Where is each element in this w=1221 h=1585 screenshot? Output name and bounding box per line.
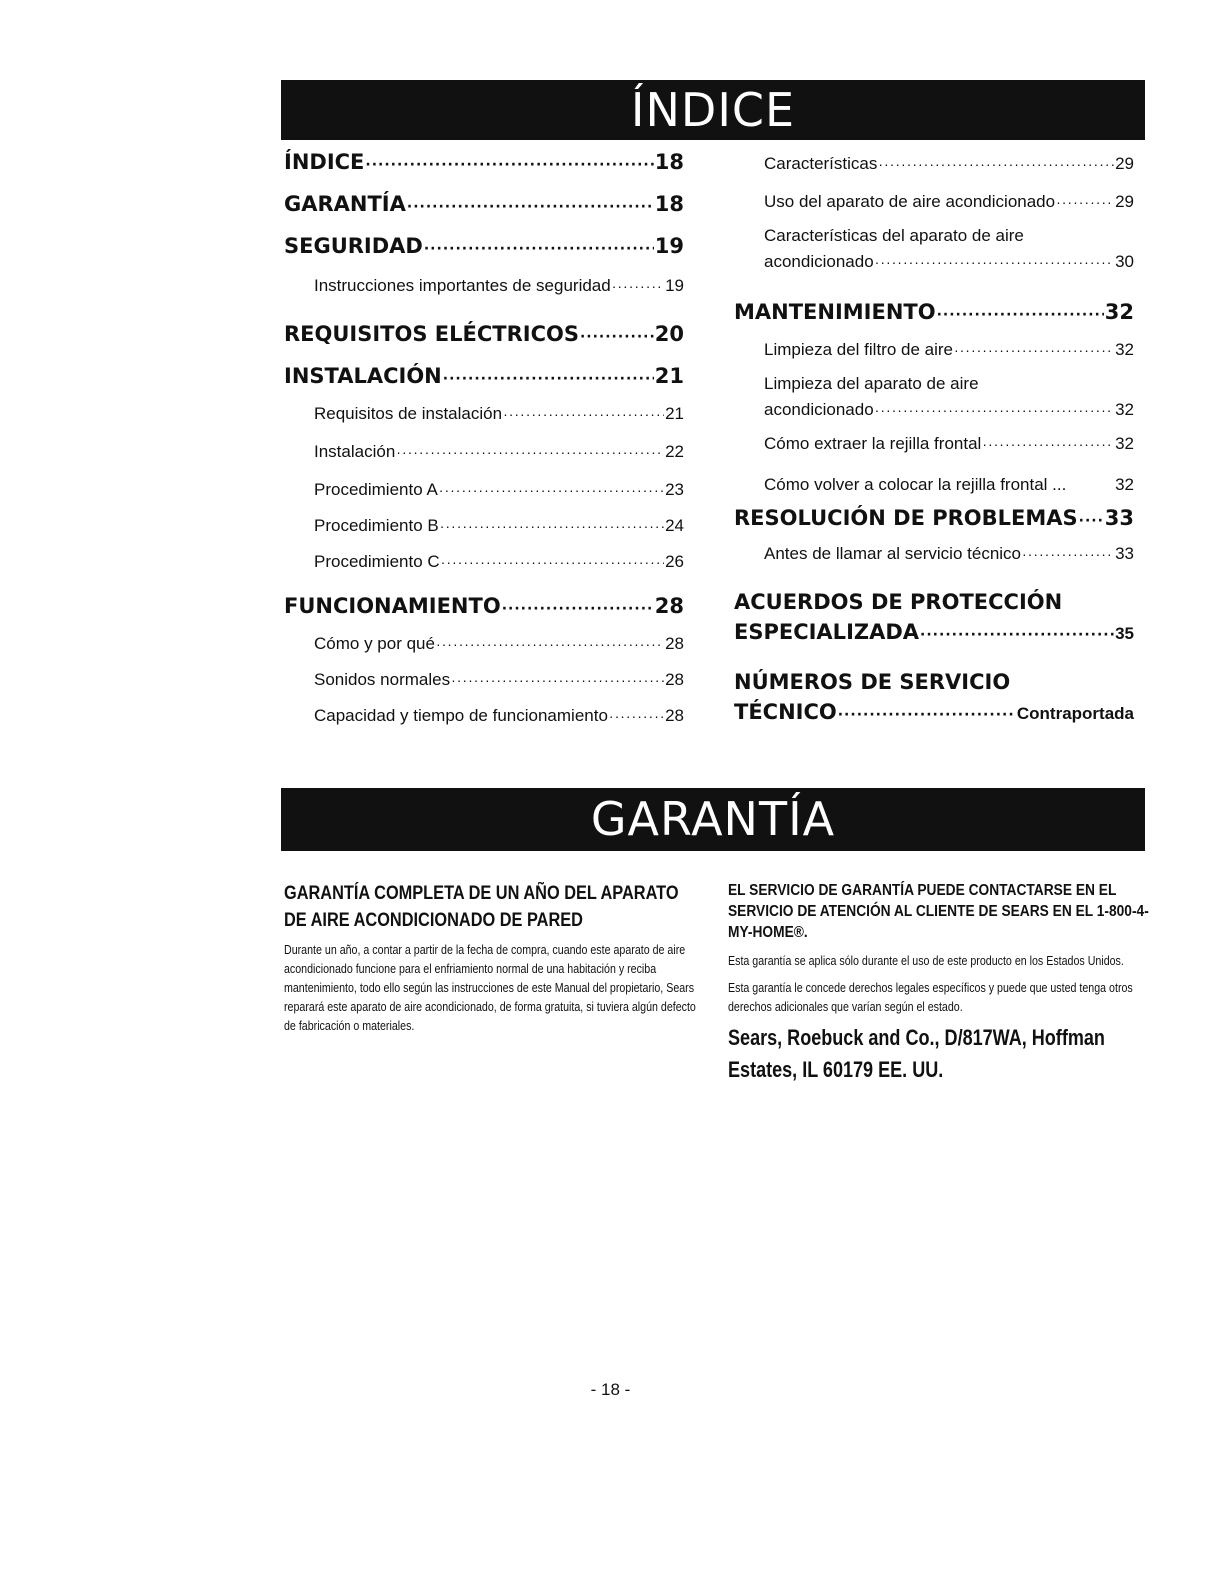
- toc-label: ÍNDICE: [284, 150, 365, 174]
- toc-page: 32: [1115, 434, 1134, 453]
- index-banner: [281, 80, 1145, 140]
- toc-label: Cómo y por qué: [314, 634, 435, 653]
- page-number: - 18 -: [590, 1380, 631, 1399]
- toc-label: ESPECIALIZADA: [734, 620, 920, 644]
- warranty-service-heading: EL SERVICIO DE GARANTÍA PUEDE CONTACTARSE EN EL SERVICIO DE ATENCIÓN AL CLIENTE DE SEARS EN EL 1-800-4-MY-HOME®.: [728, 882, 1149, 941]
- toc-label: Cómo extraer la rejilla frontal: [764, 434, 982, 453]
- toc-label: INSTALACIÓN: [284, 364, 442, 388]
- toc-entry-proc-c[interactable]: [314, 552, 684, 572]
- toc-label: Procedimiento A: [314, 480, 438, 499]
- toc-label: Limpieza del filtro de aire: [764, 340, 953, 359]
- toc-entry-antes-llamar[interactable]: [764, 544, 1134, 564]
- toc-page: 18: [654, 150, 684, 174]
- toc-page: 33: [1104, 506, 1134, 530]
- toc-page: 28: [665, 706, 684, 725]
- toc-entry-como-porque[interactable]: [314, 634, 684, 654]
- toc-entry-limpieza-aparato[interactable]: [764, 400, 1134, 420]
- toc-entry-caract-aparato-line1: Características del aparato de aire: [764, 226, 1024, 245]
- toc-entry-extraer-rejilla[interactable]: [764, 434, 1134, 454]
- toc-entry-instrucciones[interactable]: [314, 276, 684, 296]
- toc-label: RESOLUCIÓN DE PROBLEMAS: [734, 506, 1078, 530]
- toc-label: Procedimiento B: [314, 516, 439, 535]
- toc-page: 23: [665, 480, 684, 499]
- toc-entry-funcionamiento[interactable]: [284, 594, 684, 619]
- toc-label: Cómo volver a colocar la rejilla frontal ...: [764, 475, 1067, 495]
- toc-entry-numeros-line1: NÚMEROS DE SERVICIO: [734, 670, 1011, 694]
- toc-entry-proc-a[interactable]: [314, 480, 684, 500]
- toc-label: Sonidos normales: [314, 670, 451, 689]
- toc-label: Instalación: [314, 442, 396, 461]
- toc-page: 21: [654, 364, 684, 388]
- toc-entry-sonidos[interactable]: [314, 670, 684, 690]
- index-banner-title: ÍNDICE: [630, 83, 796, 137]
- toc-entry-acuerdos-line1: ACUERDOS DE PROTECCIÓN: [734, 590, 1063, 614]
- warranty-heading: GARANTÍA COMPLETA DE UN AÑO DEL APARATO DE AIRE ACONDICIONADO DE PARED: [284, 883, 679, 931]
- toc-label: GARANTÍA: [284, 192, 406, 216]
- toc-entry-acuerdos[interactable]: [734, 620, 1134, 645]
- toc-page: 32: [1115, 340, 1134, 359]
- warranty-banner: [281, 788, 1145, 851]
- toc-label: REQUISITOS ELÉCTRICOS: [284, 322, 579, 346]
- toc-entry-colocar-rejilla[interactable]: [764, 470, 1134, 495]
- toc-entry-capacidad[interactable]: [314, 706, 684, 726]
- toc-entry-seguridad[interactable]: [284, 234, 684, 259]
- toc-page: 29: [1115, 154, 1134, 173]
- toc-label: Instrucciones importantes de seguridad: [314, 276, 611, 295]
- toc-label: Procedimiento C: [314, 552, 440, 571]
- toc-page: 30: [1115, 252, 1134, 271]
- toc-entry-mantenimiento[interactable]: [734, 300, 1134, 325]
- toc-page: Contraportada: [1016, 704, 1134, 723]
- toc-entry-garantia[interactable]: [284, 192, 684, 217]
- toc-page: 21: [665, 404, 684, 423]
- warranty-left-column: [284, 880, 704, 1035]
- toc-page: 32: [1115, 475, 1134, 495]
- toc-page: 19: [665, 276, 684, 295]
- toc-page: 28: [665, 670, 684, 689]
- toc-entry-requisitos-instalacion[interactable]: [314, 404, 684, 424]
- toc-page: 28: [654, 594, 684, 618]
- toc-page: 29: [1115, 192, 1134, 211]
- warranty-text: Durante un año, a contar a partir de la fecha de compra, cuando este aparato de aire acondicionado funcione para el enfriamiento normal de una habitación y reciba mantenimiento, todo ello según las instrucciones de este Manual del propietario, Sears reparará este aparato de aire acondicionado, de forma gratuita, si tuviera algún defecto de fabricación o materiales.: [284, 942, 696, 1033]
- toc-page: 28: [665, 634, 684, 653]
- toc-label: Requisitos de instalación: [314, 404, 503, 423]
- toc-page: 22: [665, 442, 684, 461]
- warranty-usa-note: Esta garantía se aplica sólo durante el uso de este producto en los Estados Unidos.: [728, 953, 1124, 968]
- toc-entry-limpieza-filtro[interactable]: [764, 340, 1134, 360]
- sears-address: Sears, Roebuck and Co., D/817WA, Hoffman Estates, IL 60179 EE. UU.: [728, 1025, 1105, 1082]
- toc-entry-instalacion[interactable]: [284, 364, 684, 389]
- toc-label: TÉCNICO: [734, 700, 837, 724]
- toc-label: FUNCIONAMIENTO: [284, 594, 501, 618]
- toc-page: 35: [1115, 624, 1134, 643]
- toc-entry-resolucion[interactable]: [734, 506, 1134, 531]
- toc-page: 32: [1115, 400, 1134, 419]
- toc-page: 32: [1104, 300, 1134, 324]
- warranty-right-column: [728, 880, 1148, 1086]
- toc-label: SEGURIDAD: [284, 234, 423, 258]
- toc-page: 24: [665, 516, 684, 535]
- warranty-rights-note: Esta garantía le concede derechos legales específicos y puede que usted tenga otros derechos adicionales que varían según el estado.: [728, 980, 1133, 1014]
- toc-label: Uso del aparato de aire acondicionado: [764, 192, 1056, 211]
- toc-entry-uso[interactable]: [764, 192, 1134, 212]
- toc-page: 33: [1115, 544, 1134, 563]
- toc-page: 20: [654, 322, 684, 346]
- toc-label: acondicionado: [764, 400, 874, 419]
- toc-entry-instalacion-sub[interactable]: [314, 442, 684, 462]
- toc-entry-caract-aparato[interactable]: [764, 252, 1134, 272]
- toc-label: MANTENIMIENTO: [734, 300, 936, 324]
- toc-label: Características: [764, 154, 878, 173]
- toc-entry-numeros[interactable]: [734, 700, 1134, 725]
- toc-entry-requisitos-electricos[interactable]: [284, 322, 684, 347]
- toc-page: 19: [654, 234, 684, 258]
- toc-entry-caracteristicas[interactable]: [764, 154, 1134, 174]
- toc-page: 18: [654, 192, 684, 216]
- toc-label: Antes de llamar al servicio técnico: [764, 544, 1022, 563]
- toc-label: acondicionado: [764, 252, 874, 271]
- toc-page: 26: [665, 552, 684, 571]
- warranty-banner-title: GARANTÍA: [590, 792, 836, 846]
- toc-entry-limpieza-aparato-line1: Limpieza del aparato de aire: [764, 374, 979, 393]
- toc-entry-indice[interactable]: [284, 150, 684, 175]
- toc-label: Capacidad y tiempo de funcionamiento: [314, 706, 608, 725]
- toc-entry-proc-b[interactable]: [314, 516, 684, 536]
